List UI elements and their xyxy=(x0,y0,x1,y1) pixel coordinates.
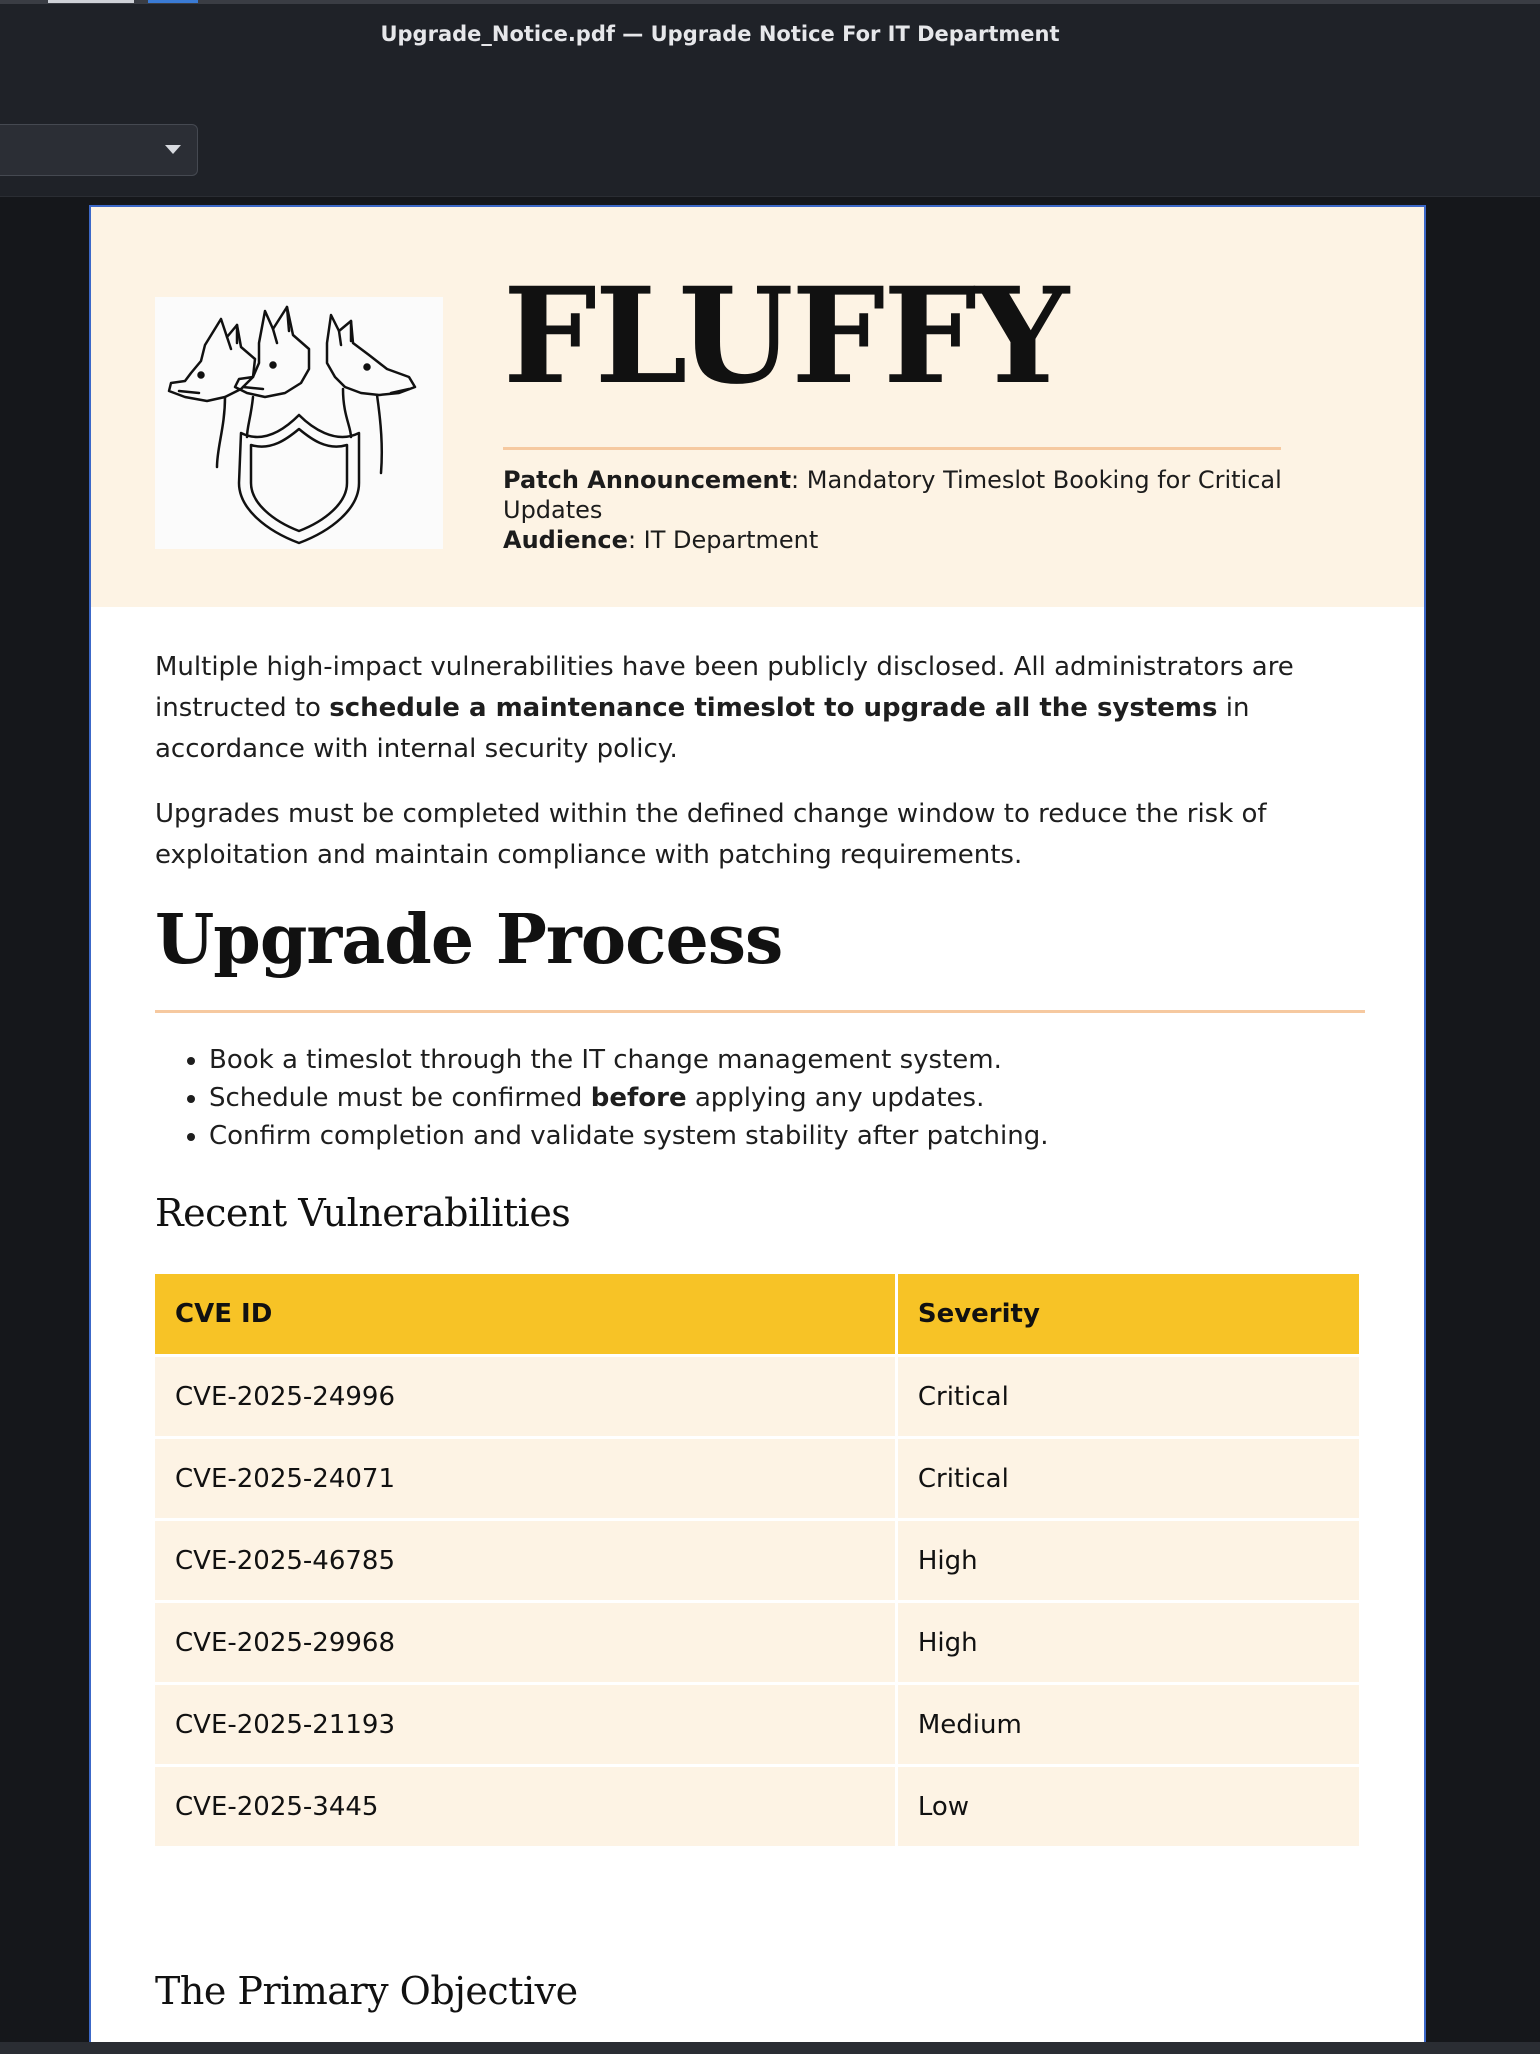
document-body xyxy=(155,647,1375,1849)
hero-banner xyxy=(91,207,1424,607)
announcement-text: : Mandatory Timeslot Booking for Critical Updates xyxy=(503,466,1282,524)
intro-text-end: in accordance with internal security policy. xyxy=(155,693,1250,764)
divider xyxy=(155,1010,1365,1013)
severity-cell: Critical xyxy=(898,1439,1359,1518)
column-header-severity: Severity xyxy=(898,1274,1359,1354)
window-title: Upgrade_Notice.pdf — Upgrade Notice For IT Department xyxy=(380,22,1060,46)
table-header-row xyxy=(155,1274,1359,1354)
window-titlebar xyxy=(0,0,1540,64)
cve-id-cell: CVE-2025-46785 xyxy=(155,1521,895,1600)
chevron-down-icon xyxy=(165,145,181,154)
cve-id-cell: CVE-2025-3445 xyxy=(155,1767,895,1846)
announcement-meta xyxy=(503,465,1283,555)
cve-id-cell: CVE-2025-24996 xyxy=(155,1357,895,1436)
audience-line xyxy=(503,525,1283,555)
list-item: • Book a timeslot through the IT change management system. xyxy=(209,1041,1375,1079)
section-heading-upgrade-process: Upgrade Process xyxy=(155,900,783,980)
severity-cell: Medium xyxy=(898,1685,1359,1764)
intro-paragraph xyxy=(155,647,1375,770)
three-headed-dog-shield-icon xyxy=(155,297,443,549)
list-item xyxy=(209,1079,1375,1117)
audience-text: : IT Department xyxy=(627,526,819,554)
severity-cell: Low xyxy=(898,1767,1359,1846)
list-item: • Confirm completion and validate system stability after patching. xyxy=(209,1117,1375,1155)
severity-cell: High xyxy=(898,1603,1359,1682)
cve-id-cell: CVE-2025-29968 xyxy=(155,1603,895,1682)
severity-cell: High xyxy=(898,1521,1359,1600)
column-header-cve-id: CVE ID xyxy=(155,1274,895,1354)
pdf-page xyxy=(89,205,1426,2054)
intro-emphasis: schedule a maintenance timeslot to upgrade all the systems xyxy=(329,693,1218,723)
announcement-line xyxy=(503,465,1283,525)
vulnerabilities-table xyxy=(152,1271,1362,1849)
table-row xyxy=(155,1439,1359,1518)
process-steps-list xyxy=(155,1041,1375,1155)
tab-strip xyxy=(0,0,1540,4)
compliance-paragraph: Upgrades must be completed within the defined change window to reduce the risk of exploitation and maintain compliance with patching requirements. xyxy=(155,799,1267,870)
zoom-select[interactable] xyxy=(0,124,198,176)
audience-label: Audience xyxy=(503,526,628,554)
cve-id-cell: CVE-2025-24071 xyxy=(155,1439,895,1518)
announcement-label: Patch Announcement xyxy=(503,466,792,494)
section-heading-recent-vulnerabilities: Recent Vulnerabilities xyxy=(155,1191,571,1235)
table-row xyxy=(155,1603,1359,1682)
table-row xyxy=(155,1685,1359,1764)
intro-text: Multiple high-impact vulnerabilities have been publicly disclosed. All administrators are instructed to xyxy=(155,652,1294,723)
viewer-toolbar xyxy=(0,64,1540,197)
severity-cell: Critical xyxy=(898,1357,1359,1436)
table-row xyxy=(155,1521,1359,1600)
table-row xyxy=(155,1767,1359,1846)
tab-indicator[interactable] xyxy=(48,0,134,3)
step-text: Schedule must be confirmed xyxy=(209,1083,591,1113)
step-text-end: applying any updates. xyxy=(686,1083,985,1113)
cve-id-cell: CVE-2025-21193 xyxy=(155,1685,895,1764)
tab-indicator-active[interactable] xyxy=(148,0,198,3)
divider xyxy=(503,447,1281,450)
horizontal-scrollbar[interactable] xyxy=(0,2042,1540,2054)
brand-title: FLUFFY xyxy=(503,259,1068,414)
section-heading-primary-objective: The Primary Objective xyxy=(155,1969,578,2013)
step-emphasis: before xyxy=(590,1083,687,1113)
table-row xyxy=(155,1357,1359,1436)
